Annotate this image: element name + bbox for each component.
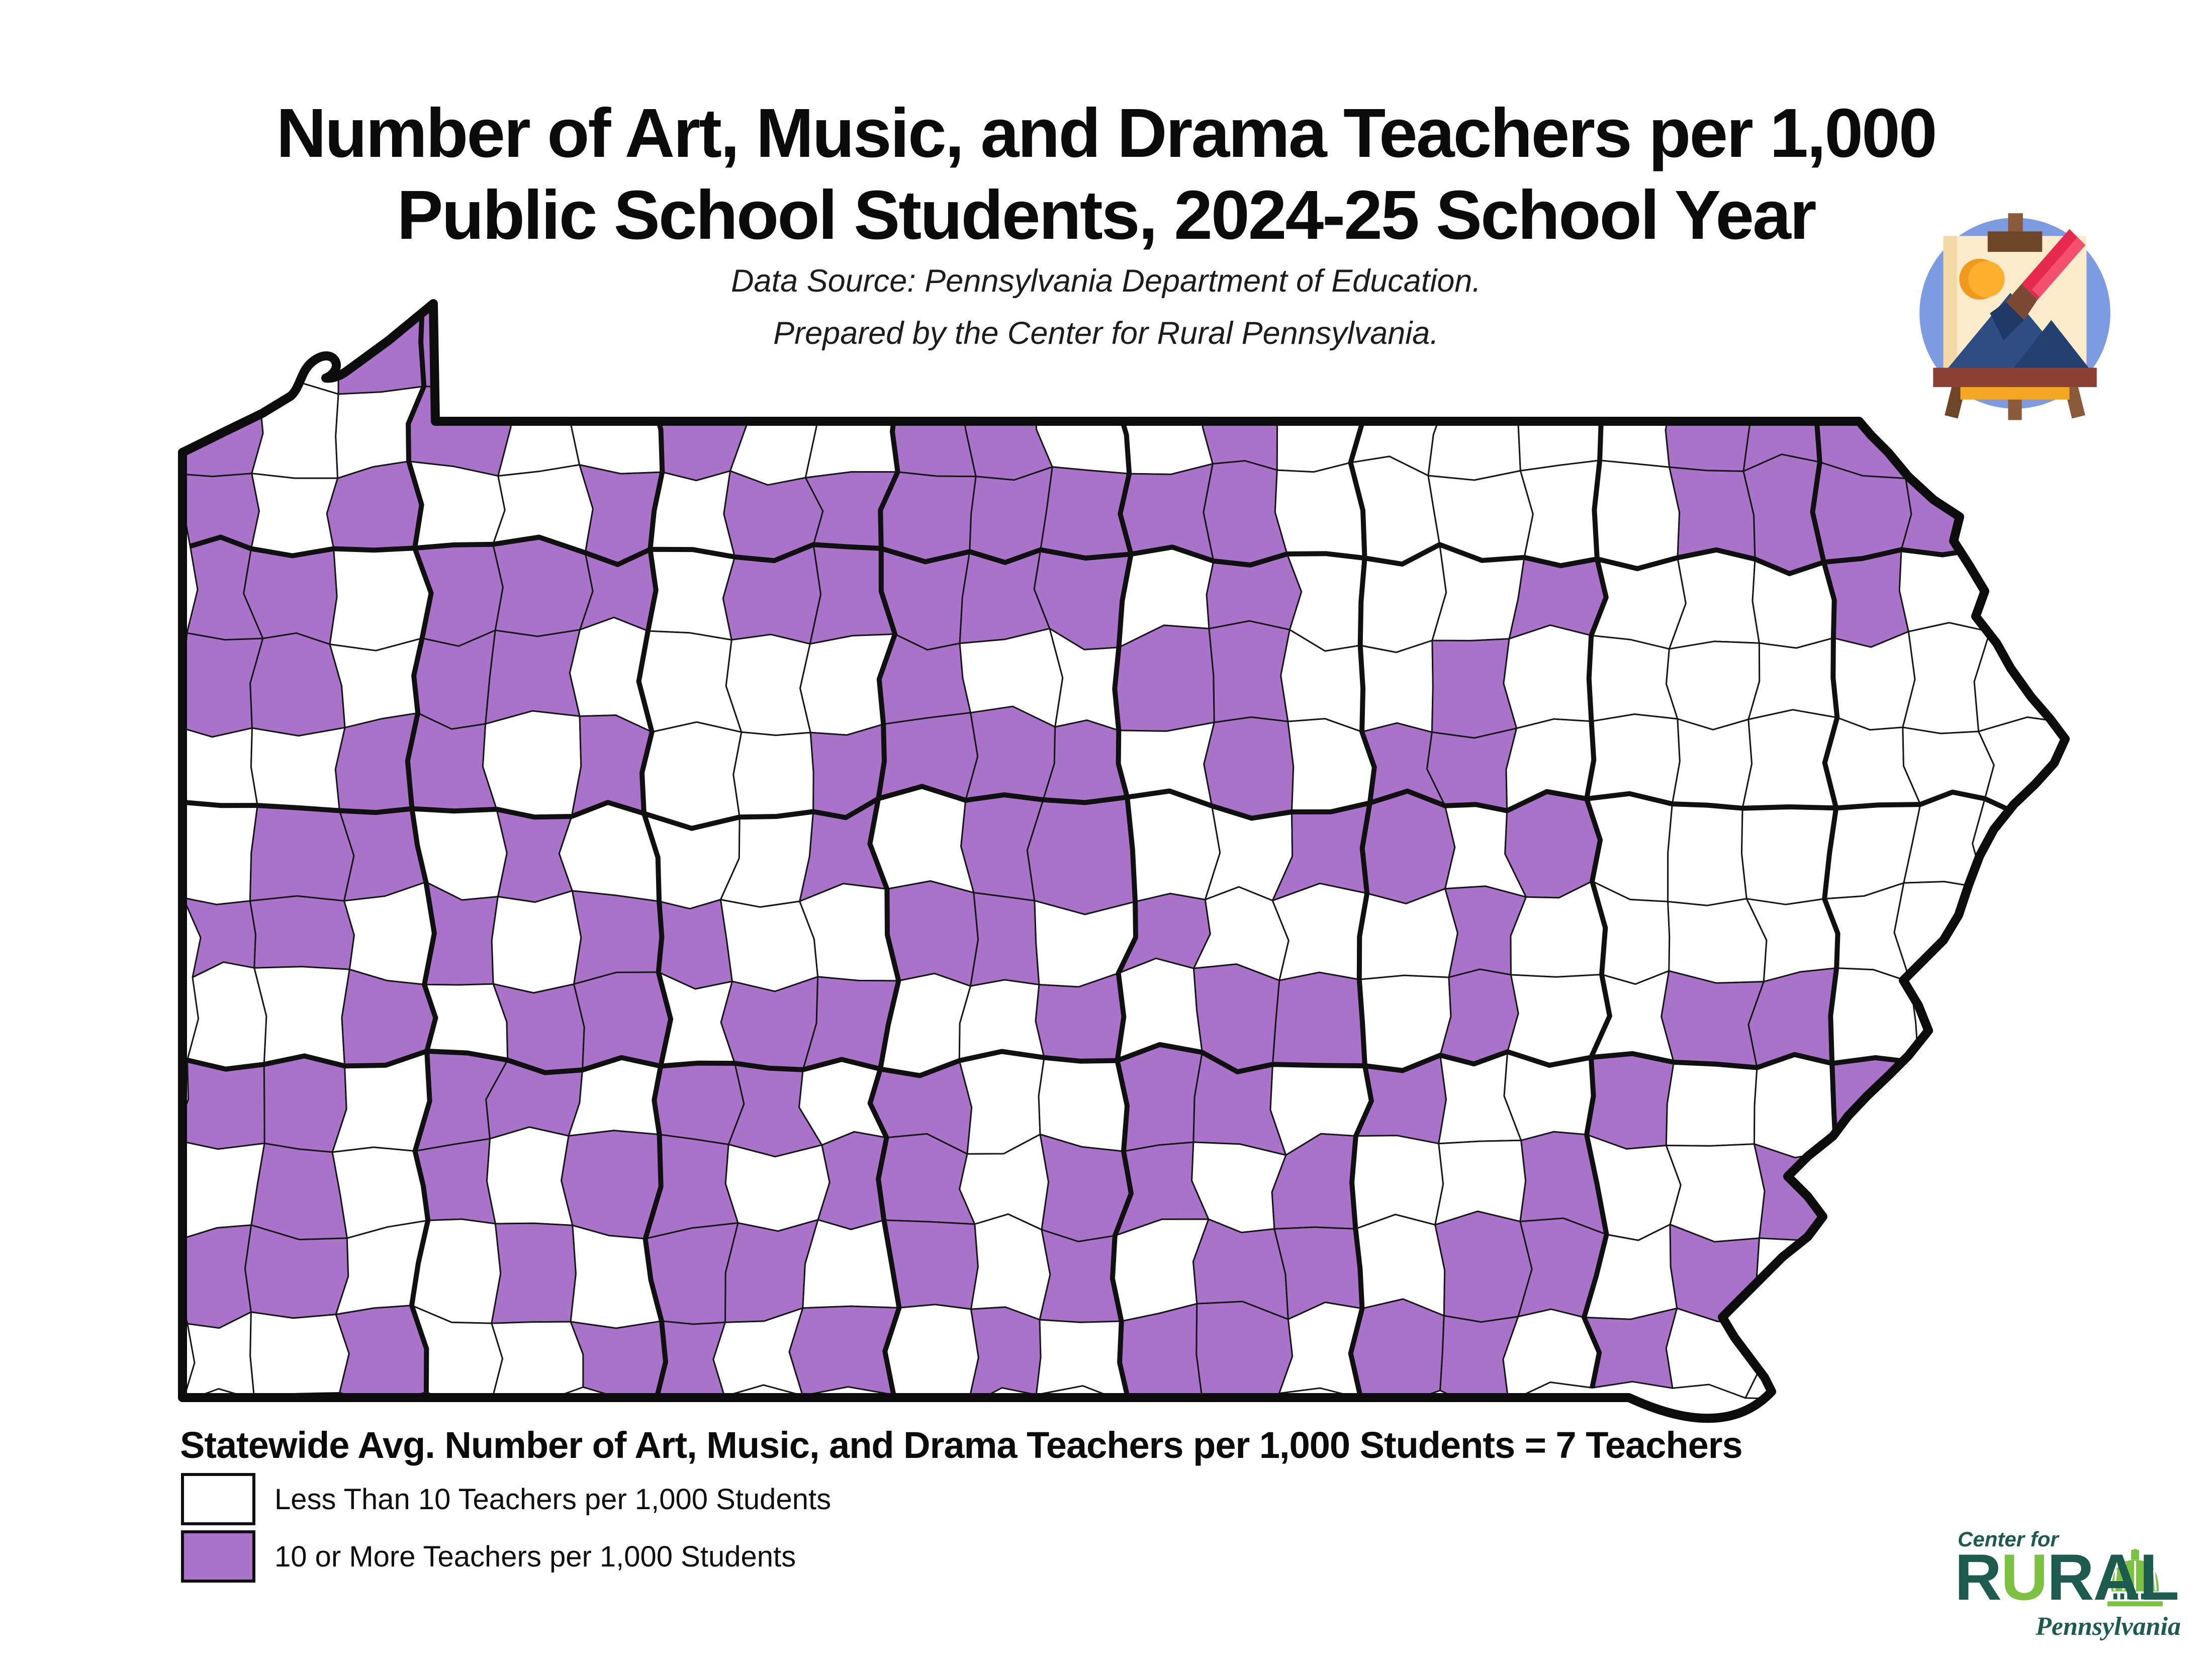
school-district-cell [250, 805, 354, 901]
school-district-cell [498, 379, 580, 476]
school-district-cell [245, 1225, 348, 1318]
school-district-cell [1977, 970, 2078, 1063]
school-district-cell [1433, 294, 1514, 397]
school-district-cell [1275, 463, 1364, 558]
school-district-cell [251, 727, 345, 810]
school-district-cell [1906, 383, 1996, 479]
school-district-cell [1435, 1212, 1532, 1322]
school-district-cell [1979, 1053, 2072, 1152]
school-district-cell [250, 896, 354, 969]
school-district-cell [733, 732, 813, 817]
school-district-cell [1667, 641, 1760, 730]
school-district-cell [1975, 888, 2075, 983]
school-district-cell [1351, 1299, 1444, 1405]
school-district-cell [644, 295, 741, 392]
school-district-cell [250, 1312, 349, 1400]
school-district-cell [1038, 292, 1117, 396]
school-district-cell [725, 1145, 829, 1231]
school-district-cell [1043, 720, 1127, 803]
school-district-cell [1906, 1226, 1999, 1320]
school-district-cell [971, 893, 1039, 986]
school-district-cell [264, 1056, 346, 1152]
school-district-cell [1502, 303, 1612, 392]
school-district-cell [956, 284, 1041, 397]
school-district-cell [1600, 390, 1673, 467]
school-district-cell [251, 474, 338, 556]
school-district-cell [492, 1223, 576, 1323]
school-district-cell [254, 967, 350, 1066]
school-district-cell [1833, 631, 1915, 729]
legend-label-10-or-more: 10 or More Teachers per 1,000 Students [274, 1540, 796, 1573]
school-district-cell [1974, 629, 2076, 731]
school-district-cell [1666, 1144, 1765, 1242]
school-district-cell [971, 1214, 1050, 1320]
school-district-cell [968, 1307, 1041, 1406]
school-district-cell [1287, 295, 1364, 382]
school-district-cell [1432, 639, 1516, 738]
school-district-cell [571, 1321, 666, 1403]
school-district-cell [1672, 719, 1752, 808]
school-district-cell [885, 1305, 978, 1406]
school-district-cell [1362, 791, 1455, 904]
school-district-cell [483, 711, 581, 817]
school-district-cell [1838, 297, 1920, 383]
logo-rural-u: U [2000, 1540, 2047, 1614]
school-district-cell [1027, 797, 1135, 914]
school-district-cell [642, 722, 742, 828]
school-district-cell [1357, 288, 1448, 394]
school-district-cell [1359, 889, 1458, 980]
school-district-cell [1118, 1045, 1203, 1151]
school-district-cell [1666, 386, 1757, 472]
school-district-cell [1824, 549, 1909, 647]
school-district-cell [1670, 467, 1755, 559]
school-district-cell [1273, 972, 1365, 1066]
school-district-cell [878, 293, 970, 392]
school-district-cell [1984, 465, 2076, 551]
school-district-cell [414, 630, 495, 729]
school-district-cell [1971, 294, 2068, 393]
logo-pennsylvania: Pennsylvania [2036, 1612, 2181, 1641]
school-district-cell [659, 900, 732, 989]
school-district-cell [183, 802, 257, 904]
school-district-cell [1911, 1062, 1988, 1149]
school-district-cell [805, 376, 897, 478]
school-district-cell [1036, 1320, 1129, 1404]
school-district-cell [1191, 295, 1301, 390]
school-district-cell [1755, 1144, 1837, 1240]
school-district-cell [1120, 1304, 1203, 1406]
school-district-cell [966, 706, 1055, 800]
school-district-cell [1666, 1062, 1757, 1146]
school-district-cell [176, 1225, 251, 1328]
school-district-cell [650, 471, 734, 557]
school-district-cell [493, 305, 581, 391]
school-district-cell [1041, 467, 1131, 558]
school-district-cell [1036, 973, 1124, 1061]
school-district-cell [720, 900, 817, 992]
school-district-cell [486, 630, 580, 724]
school-district-cell [1589, 635, 1678, 721]
school-district-cell [870, 786, 974, 892]
logo-rural-wordmark: RURAL [1955, 1540, 2178, 1614]
legend-swatch-under-10 [181, 1473, 255, 1525]
school-district-cell [1204, 717, 1294, 818]
school-district-cell [1898, 302, 1989, 400]
subtitle-line-2: Prepared by the Center for Rural Pennsylvania. [773, 315, 1439, 351]
school-district-cell [1662, 971, 1764, 1067]
school-district-cell [1742, 807, 1836, 904]
legend-swatch-10-or-more [181, 1530, 255, 1583]
school-district-cell [721, 977, 818, 1070]
school-district-cell [1813, 462, 1912, 562]
school-district-cell [1978, 385, 2068, 469]
school-district-cell [1990, 1305, 2062, 1402]
school-district-cell [892, 380, 976, 477]
school-district-cell [1272, 883, 1367, 980]
school-district-cell [487, 1127, 573, 1226]
school-district-cell [492, 1322, 583, 1403]
center-for-rural-pennsylvania-logo [1955, 1527, 2186, 1648]
statewide-average-note: Statewide Avg. Number of Art, Music, and Drama Teachers per 1,000 Students = 7 Teachers [180, 1424, 1742, 1466]
school-district-cell [1114, 308, 1208, 401]
school-district-cell [729, 295, 819, 381]
school-district-cell [572, 891, 662, 984]
school-district-cell [887, 881, 978, 986]
school-district-cell [1745, 1301, 1839, 1399]
school-district-cell [188, 962, 267, 1069]
school-district-cell [1668, 804, 1747, 905]
school-district-cell [492, 891, 581, 993]
legend-item-under-10 [181, 1473, 831, 1525]
school-district-cell [1836, 1136, 1925, 1237]
school-district-cell [1428, 376, 1520, 480]
school-district-cell [1742, 710, 1837, 808]
school-district-cell [1603, 299, 1677, 401]
logo-center-for: Center for [1958, 1527, 2059, 1551]
school-district-cell [1832, 1058, 1918, 1154]
school-district-cell [330, 548, 431, 651]
school-district-cell [959, 980, 1044, 1061]
school-district-cell [1036, 391, 1129, 474]
school-district-cell [648, 549, 735, 640]
school-district-cell [336, 1306, 426, 1404]
school-district-cell [1127, 791, 1220, 902]
school-district-cell [1745, 297, 1851, 393]
school-district-cell [1520, 460, 1600, 566]
school-district-cell [1831, 1298, 1920, 1391]
school-district-cell [1668, 899, 1767, 983]
school-district-cell [1594, 460, 1679, 569]
school-district-cell [1587, 714, 1680, 804]
title-line-2: Public School Students, 2024-25 School Year [397, 176, 1815, 254]
school-district-cell [1748, 638, 1837, 719]
school-district-cell [181, 296, 262, 393]
school-district-cell [880, 472, 976, 562]
legend-item-10-or-more [181, 1530, 796, 1583]
subtitle-line-1: Data Source: Pennsylvania Department of Education. [731, 263, 1481, 299]
school-district-cell [1992, 1226, 2075, 1320]
school-district-cell [1587, 1054, 1674, 1149]
school-district-cell [1504, 625, 1592, 728]
school-district-cell [726, 634, 810, 735]
school-district-cell [654, 1063, 744, 1145]
school-district-cell [1906, 1304, 1992, 1397]
school-district-cell [1668, 300, 1756, 399]
school-district-cell [567, 383, 662, 474]
school-district-cell [1918, 1136, 1993, 1245]
school-district-cell [562, 1131, 661, 1239]
school-district-cell [567, 305, 648, 398]
title-line-1: Number of Art, Music, and Drama Teachers per 1,000 [276, 95, 1936, 172]
school-district-cell [1981, 1146, 2080, 1238]
school-district-cell [1040, 1230, 1122, 1322]
school-district-cell [811, 293, 897, 392]
school-district-cell [1825, 1227, 1923, 1306]
school-district-cell [1360, 640, 1433, 732]
school-district-cell [1209, 621, 1289, 722]
legend-label-under-10: Less Than 10 Teachers per 1,000 Students [274, 1483, 832, 1516]
school-district-cell [1984, 547, 2076, 632]
